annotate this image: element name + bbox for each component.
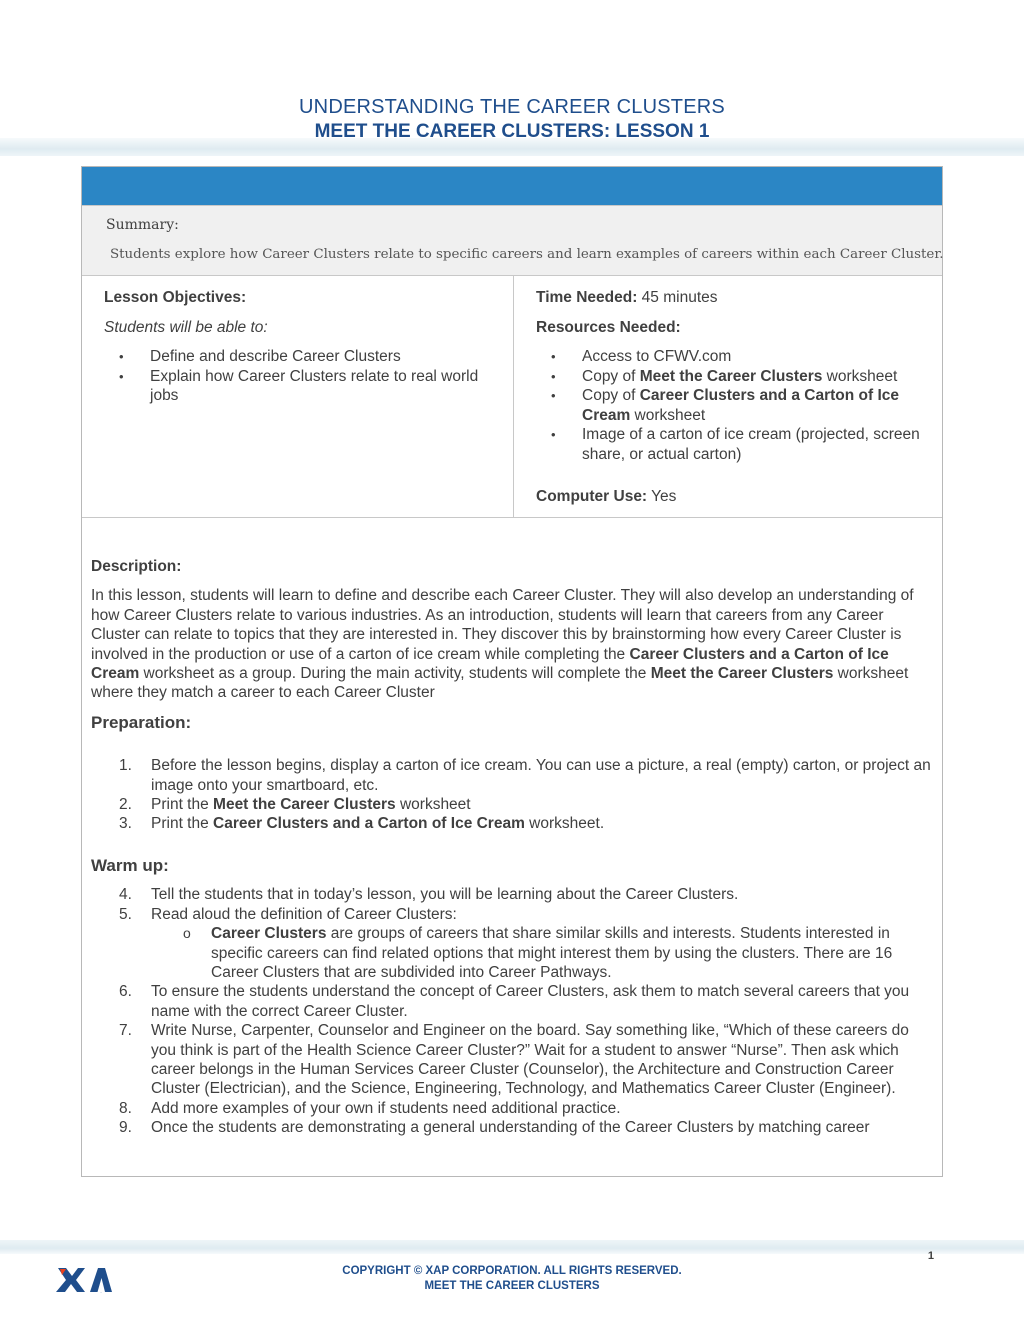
list-item: 3. Print the Career Clusters and a Carton of Ice Cream worksheet. bbox=[119, 815, 605, 833]
summary-text: Students explore how Career Clusters relate to specific careers and learn examples of careers within each Career Cluster. bbox=[110, 247, 944, 262]
page-number: 1 bbox=[927, 1250, 934, 1262]
list-item: • Copy of Career Clusters and a Carton of Ice Cream worksheet bbox=[536, 386, 936, 425]
list-item: • Image of a carton of ice cream (projected, screen share, or actual carton) bbox=[536, 425, 936, 464]
computer-use-label: Computer Use: bbox=[536, 488, 648, 505]
list-item: 7. Write Nurse, Carpenter, Counselor and Engineer on the board. Say something like, “Which of these careers do you think is part of the Health Science Career Cluster?” Wait for a student to answer “Nurse”. Then ask which career belongs in the Human Services Career Cluster (Counselor), the Architecture and Construction Career Cluster (Electrician), and the Science, Engineering, Technology, and Mathematics Career Cluster (Engineer). bbox=[119, 1022, 909, 1098]
resources-list bbox=[536, 347, 936, 464]
warmup-list bbox=[91, 885, 936, 1137]
objectives-label: Lesson Objectives: bbox=[104, 289, 247, 306]
resources-label: Resources Needed: bbox=[536, 318, 681, 336]
list-item: • Copy of Meet the Career Clusters worksheet bbox=[536, 367, 936, 387]
computer-use-value: Yes bbox=[651, 488, 677, 505]
objectives-list bbox=[104, 347, 494, 406]
warmup-label: Warm up: bbox=[91, 855, 169, 875]
lesson-frame bbox=[81, 166, 943, 1177]
list-item: 2. Print the Meet the Career Clusters worksheet bbox=[119, 796, 471, 814]
lesson-title: MEET THE CAREER CLUSTERS: LESSON 1 bbox=[314, 121, 710, 142]
list-item: • Access to CFWV.com bbox=[536, 347, 936, 367]
list-item: 4. Tell the students that in today’s lesson, you will be learning about the Career Clusters. bbox=[119, 886, 739, 904]
time-label: Time Needed: bbox=[536, 289, 638, 306]
blue-header-bar bbox=[82, 167, 942, 205]
xap-logo-icon bbox=[52, 1266, 118, 1294]
list-item: 9. Once the students are demonstrating a general understanding of the Career Clusters by matching career bbox=[119, 1119, 870, 1137]
footer-copyright: COPYRIGHT © XAP CORPORATION. ALL RIGHTS RESERVED. MEET THE CAREER CLUSTERS bbox=[342, 1265, 682, 1292]
row-divider bbox=[82, 517, 942, 518]
column-divider bbox=[513, 276, 514, 518]
resources-column bbox=[536, 288, 936, 507]
page-title: UNDERSTANDING THE CAREER CLUSTERS bbox=[299, 96, 725, 118]
objectives-intro: Students will be able to: bbox=[104, 318, 268, 336]
description-label: Description: bbox=[91, 558, 182, 575]
objectives-column bbox=[104, 288, 494, 406]
preparation-list bbox=[91, 756, 936, 834]
main-content bbox=[91, 557, 936, 1138]
list-item: 8. Add more examples of your own if students need additional practice. bbox=[119, 1099, 621, 1117]
list-item: • Explain how Career Clusters relate to real world jobs bbox=[104, 367, 494, 406]
summary-label: Summary: bbox=[106, 217, 179, 233]
svg-text:XAP: XAP bbox=[100, 1293, 103, 1294]
time-value: 45 minutes bbox=[641, 289, 718, 306]
list-item: 6. To ensure the students understand the concept of Career Clusters, ask them to match several careers that you name with the correct Career Cluster. bbox=[119, 983, 910, 1020]
preparation-label: Preparation: bbox=[91, 712, 192, 732]
footer-band bbox=[0, 1240, 1024, 1254]
list-item: 5. Read aloud the definition of Career Clusters: bbox=[119, 905, 457, 923]
description-text: In this lesson, students will learn to define and describe each Career Cluster. They will also develop an understanding of how Career Clusters relate to various industries. As an introduction, students will learn that careers from any Career Cluster can relate to topics that they are interested in. They discover this by brainstorming how every Career Cluster is involved in the production or use of a carton of ice cream while completing the Career Clusters and a Carton of Ice Cream worksheet as a group. During the main activity, students will complete the Meet the Career Clusters worksheet where they match a career to each Career Cluster bbox=[91, 587, 914, 702]
list-item: • Define and describe Career Clusters bbox=[104, 347, 494, 367]
summary-section bbox=[82, 205, 942, 276]
list-sub-item: o Career Clusters are groups of careers that share similar skills and interests. Students interested in specific careers can find related options that might interest them by using the clusters. There are 16 Career Clusters that are subdivided into Career Pathways. bbox=[183, 925, 893, 981]
list-item: 1. Before the lesson begins, display a carton of ice cream. You can use a picture, a real (empty) carton, or project an image onto your smartboard, etc. bbox=[119, 757, 931, 794]
